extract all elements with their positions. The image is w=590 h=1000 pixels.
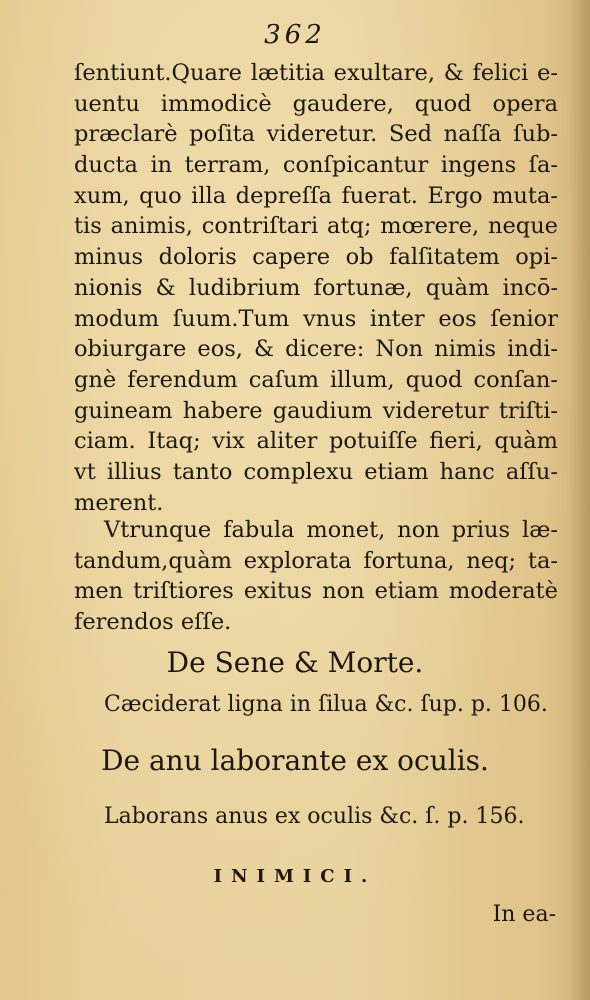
body-paragraph [74, 58, 558, 518]
body-line: minus doloris capere ob falſitatem opi- [74, 244, 558, 271]
body-line: uentu immodicè gaudere, quod opera [74, 90, 558, 117]
moral-paragraph [74, 515, 558, 638]
catchword: In ea- [492, 902, 556, 927]
page-number: 362 [264, 20, 326, 50]
body-line: ducta in terram, conſpicantur ingens ſa- [74, 152, 558, 179]
body-line: obiurgare eos, & dicere: Non nimis indi- [74, 336, 558, 363]
moral-line: ferendos eſſe. [74, 609, 232, 636]
body-line: vt illius tanto complexu etiam hanc aſſu- [74, 458, 558, 485]
body-line: præclarè poſita videretur. Sed naſſa ſub- [74, 121, 558, 148]
body-line: guineam habere gaudium videretur triſti- [74, 397, 558, 424]
fable-heading-anu: De anu laborante ex oculis. [101, 744, 489, 777]
body-line: ſentiunt.Quare lætitia exultare, & felici e- [74, 60, 558, 86]
body-line: xum, quo illa depreſſa fuerat. Ergo muta- [74, 182, 558, 209]
cross-reference-line: Laborans anus ex oculis &c. ſ. p. 156. [104, 804, 525, 829]
cross-reference-line: Cæciderat ligna in ſilua &c. ſup. p. 106. [104, 692, 548, 717]
body-line: nionis & ludibrium fortunæ, quàm incō- [74, 274, 558, 301]
body-line: modum ſuum.Tum vnus inter eos ſenior [74, 305, 558, 332]
body-line: merent. [74, 489, 164, 516]
moral-line: tandum,quàm explorata fortuna, neq; ta- [74, 547, 558, 574]
moral-line: Vtrunque fabula monet, non prius læ- [104, 517, 558, 543]
body-line: gnè ferendum caſum illum, quod conſan- [74, 366, 558, 393]
fable-heading-sene-morte: De Sene & Morte. [166, 646, 424, 679]
body-line: ciam. Itaq; vix aliter potuiſſe fieri, quàm [74, 428, 558, 455]
moral-line: men triſtiores exitus non etiam moderatè [74, 578, 558, 605]
page-edge-shadow [568, 0, 590, 1000]
body-line: tis animis, contriſtari atq; mœrere, neque [74, 213, 558, 240]
fable-heading-inimici: INIMICI. [213, 866, 377, 887]
